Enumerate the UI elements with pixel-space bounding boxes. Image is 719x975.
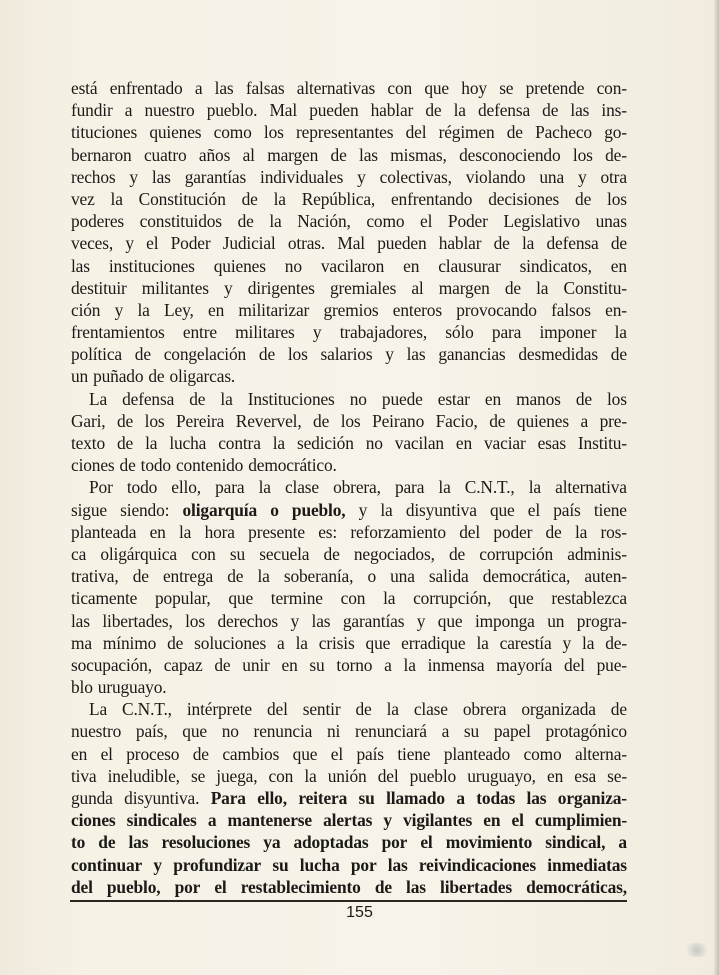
text-line: Por todo ello, para la clase obrera, para la C.N.T., la alternativa <box>89 477 627 498</box>
text-line: blo uruguayo. <box>71 677 167 698</box>
text-line: La C.N.T., intérprete del sentir de la clase obrera organizada de <box>89 699 627 720</box>
text-line: ma mínimo de soluciones a la crisis que erradique la carestía y la de- <box>71 632 627 653</box>
page-number: 155 <box>346 904 373 921</box>
text-line: en el proceso de cambios que el país tiene planteado como alterna- <box>71 743 627 764</box>
footer-rule <box>70 900 627 902</box>
text-line: las libertades, los derechos y las garantías y que imponga un progra- <box>71 610 627 631</box>
text-line: política de congelación de los salarios y las ganancias desmedidas de <box>71 344 627 365</box>
text-line: poderes constituidos de la Nación, como el Poder Legislativo unas <box>71 211 627 232</box>
text-line: las instituciones quienes no vacilaron en clausurar sindicatos, en <box>71 255 627 276</box>
text-line: rechos y las garantías individuales y colectivas, violando una y otra <box>71 166 627 187</box>
text-line: bernaron cuatro años al margen de las mismas, desconociendo los de- <box>71 144 627 165</box>
text-line: nuestro país, que no renuncia ni renunciará a su papel protagónico <box>71 721 627 742</box>
text-line: ticamente popular, que termine con la corrupción, que restablezca <box>71 588 627 609</box>
text-line: ciones de todo contenido democrático. <box>71 455 337 476</box>
text-line: está enfrentado a las falsas alternativas con que hoy se pretende con- <box>71 78 627 98</box>
text-line: continuar y profundizar su lucha por las reivindicaciones inmediatas <box>71 854 627 875</box>
text-line: sigue siendo: oligarquía o pueblo, y la disyuntiva que el país tiene <box>71 499 627 520</box>
ink-smudge <box>683 943 711 957</box>
text-line: fundir a nuestro pueblo. Mal pueden hablar de la defensa de las ins- <box>71 100 627 121</box>
text-line: un puñado de oligarcas. <box>71 366 236 387</box>
text-line: texto de la lucha contra la sedición no vacilan en vaciar esas Institu- <box>71 433 627 453</box>
text-line: tituciones quienes como los representantes del régimen de Pacheco go- <box>71 122 627 143</box>
text-line: ca oligárquica con su secuela de negociados, de corrupción adminis- <box>71 543 627 564</box>
text-line: planteada en la hora presente es: reforzamiento del poder de la ros- <box>71 521 627 542</box>
text-line: gunda disyuntiva. Para ello, reitera su llamado a todas las organiza- <box>71 788 627 808</box>
body-text <box>71 77 627 898</box>
text-line: ción y la Ley, en militarizar gremios enteros provocando falsos en- <box>71 299 627 320</box>
text-line: socupación, capaz de unir en su torno a la inmensa mayoría del pue- <box>71 654 627 675</box>
page-edge-shadow <box>713 0 719 975</box>
text-line: to de las resoluciones ya adoptadas por el movimiento sindical, a <box>71 832 627 853</box>
text-line: frentamientos entre militares y trabajadores, sólo para imponer la <box>71 322 627 343</box>
text-line: tiva ineludible, se juega, con la unión del pueblo uruguayo, en esa se- <box>71 765 627 786</box>
text-line: La defensa de la Instituciones no puede estar en manos de los <box>89 388 627 409</box>
text-line: vez la Constitución de la República, enfrentando decisiones de los <box>71 188 627 209</box>
text-line: Gari, de los Pereira Revervel, de los Peirano Facio, de quienes a pre- <box>71 410 627 431</box>
text-line: del pueblo, por el restablecimiento de las libertades democráticas, <box>71 876 627 897</box>
text-line: ciones sindicales a mantenerse alertas y vigilantes en el cumplimien- <box>71 810 627 831</box>
text-line: trativa, de entrega de la soberanía, o una salida democrática, auten- <box>71 566 627 587</box>
text-line: destituir militantes y dirigentes gremiales al margen de la Constitu- <box>71 277 627 298</box>
text-line: veces, y el Poder Judicial otras. Mal pueden hablar de la defensa de <box>71 233 627 254</box>
